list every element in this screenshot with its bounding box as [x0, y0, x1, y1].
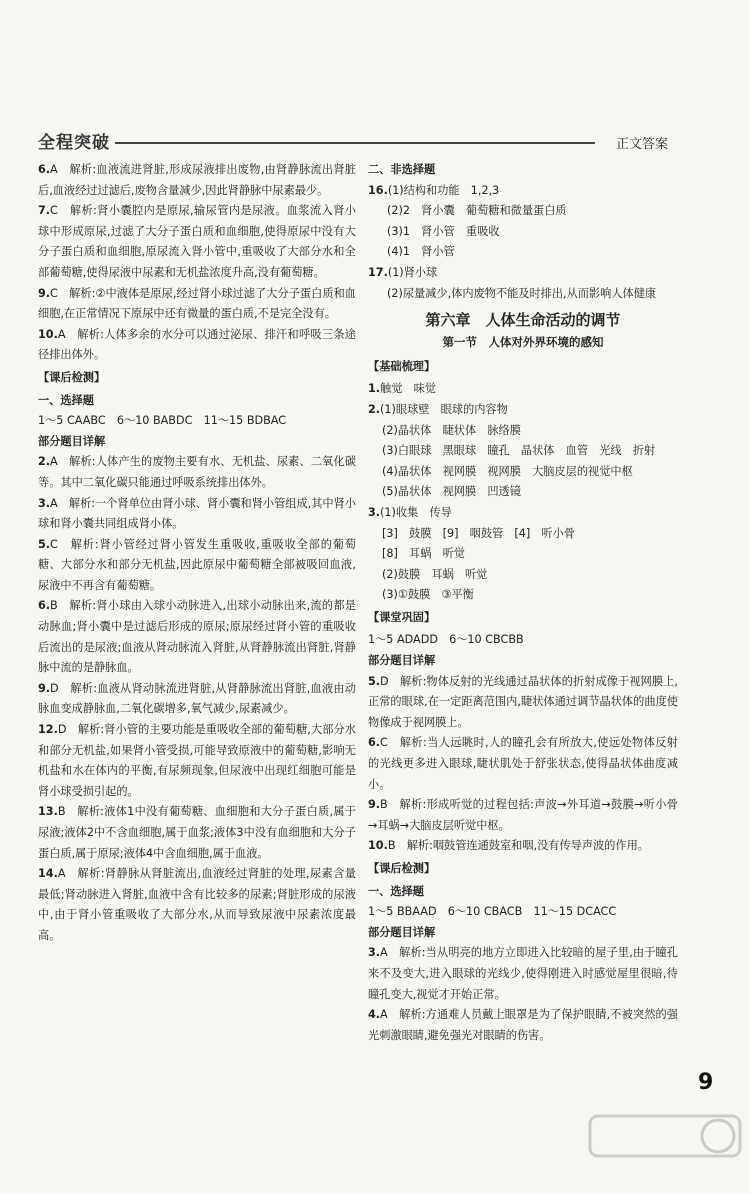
answer-subitem: [8] 耳蜗 听觉: [382, 547, 465, 561]
answer-subitem: (5)晶状体 视网膜 凹透镜: [382, 485, 521, 499]
answer-item: 9.D 解析:血液从肾动脉流进肾脏,从肾静脉流出肾脏,血液由动脉血变成静脉血,二氧化碳增多,氧气减少,尿素减少。: [38, 681, 356, 716]
answer-item: 7.C 解析:肾小囊腔内是原尿,输尿管内是尿液。血浆流入肾小球中形成原尿,过滤了大分子蛋白质和血细胞,使得原尿中没有大分子蛋白质和血细胞,原尿流入肾小管中,重吸收了大部分水和全部葡萄糖,使得尿液中尿素和无机盐浓度升高,没有葡萄糖。: [38, 204, 356, 279]
right-column: [368, 160, 678, 1046]
left-column: [38, 160, 356, 947]
subsection-heading: 一、选择题: [368, 884, 424, 898]
subsection-heading: 二、非选择题: [368, 163, 436, 176]
answer-item: 6.B 解析:肾小球由入球小动脉进入,出球小动脉出来,流的都是动脉血;肾小囊中是过滤后形成的原尿;原尿经过肾小管的重吸收后流出的是尿液;血液从肾动脉流入肾脏,从肾静脉流出肾脏,肾静脉中流的是静脉血。: [38, 599, 356, 675]
section-heading: 【课后检测】: [368, 862, 436, 875]
answer-item: 10.A 解析:人体多余的水分可以通过泌尿、排汗和呼吸三条途径排出体外。: [38, 327, 356, 362]
answer-subitem: [3] 鼓膜 [9] 咽鼓管 [4] 听小骨: [382, 526, 575, 540]
answer-item: 13.B 解析:液体1中没有葡萄糖、血细胞和大分子蛋白质,属于尿液;液体2中不含血细胞,属于血浆;液体3中没有血细胞和大分子蛋白质,属于原尿;液体4中含血细胞,属于血液。: [38, 805, 356, 860]
answer-item: 10.B 解析:咽鼓管连通鼓室和咽,没有传导声波的作用。: [368, 839, 649, 853]
answer-subitem: (4)1 肾小管: [387, 245, 455, 259]
answer-subitem: (3)白眼球 黑眼球 瞳孔 晶状体 血管 光线 折射: [382, 444, 656, 458]
section-heading: 【课后检测】: [38, 370, 106, 384]
answer-subitem: (3)①鼓膜 ③平衡: [382, 588, 474, 602]
answer-item: 2.(1)眼球壁 眼球的内容物: [368, 402, 508, 416]
section-heading: 【课堂巩固】: [368, 610, 436, 624]
answer-item: 9.B 解析:形成听觉的过程包括:声波→外耳道→鼓膜→听小骨→耳蜗→大脑皮层听觉中枢。: [368, 798, 678, 832]
answer-subitem: (2)尿量减少,体内废物不能及时排出,从而影响人体健康: [387, 286, 657, 300]
answer-item: 1.触觉 味觉: [368, 382, 436, 396]
choice-answers: 1～5 BBAAD 6～10 CBACB 11～15 DCACC: [368, 905, 617, 919]
answer-item: 9.C 解析:②中液体是原尿,经过肾小球过滤了大分子蛋白质和血细胞,在正常情况下原尿中还有微量的蛋白质,不是完全没有。: [38, 286, 356, 321]
answer-item: 14.A 解析:肾静脉从肾脏流出,血液经过肾脏的处理,尿素含量最低;肾动脉进入肾脏,血液中含有比较多的尿素;肾脏形成的尿液中,由于肾小管重吸收了大部分水,从而导致尿液中尿素浓度最高。: [38, 867, 356, 942]
brand-logo-text: 全程突破: [38, 133, 110, 153]
answer-item: 12.D 解析:肾小管的主要功能是重吸收全部的葡萄糖,大部分水和部分无机盐,如果肾小管受损,可能导致原液中的葡萄糖,影响无机盐和水在体内的平衡,有尿频现象,但尿液中出现红细胞可能是肾小球受损引起的。: [38, 723, 356, 798]
chapter-title: 第六章 人体生命活动的调节: [425, 311, 621, 330]
answer-item: 5.D 解析:物体反射的光线通过晶状体的折射成像于视网膜上,正常的眼球,在一定距离范围内,睫状体通过调节晶状体的曲度使物像成于视网膜上。: [368, 674, 678, 729]
answer-item: 6.A 解析:血液流进肾脏,形成尿液排出废物,由肾静脉流出肾脏后,血液经过过滤后,废物含量减少,因此肾静脉中尿素最少。: [38, 163, 356, 197]
answer-subitem: (2)2 肾小囊 葡萄糖和微量蛋白质: [387, 204, 567, 218]
answer-item: 2.A 解析:人体产生的废物主要有水、无机盐、尿素、二氧化碳等。其中二氧化碳只能通过呼吸系统排出体外。: [38, 455, 356, 489]
choice-answers: 1～5 ADADD 6～10 CBCBB: [368, 633, 524, 647]
answer-item: 17.(1)肾小球: [368, 265, 438, 279]
answer-subitem: (2)晶状体 睫状体 脉络膜: [382, 423, 521, 437]
detail-heading: 部分题目详解: [368, 925, 436, 939]
page-number: 9: [698, 1070, 714, 1095]
answer-subitem: (2)鼓膜 耳蜗 听觉: [382, 567, 488, 581]
detail-heading: 部分题目详解: [38, 434, 106, 448]
answer-subitem: (3)1 肾小管 重吸收: [387, 224, 500, 238]
answer-item: 3.A 解析:当从明亮的地方立即进入比较暗的屋子里,由于瞳孔来不及变大,进入眼球的光线少,使得刚进入时感觉屋里很暗,待瞳孔变大,视觉才开始正常。: [368, 946, 678, 1001]
section-heading: 【基础梳理】: [368, 359, 436, 373]
subsection-heading: 一、选择题: [38, 393, 94, 407]
section-title: 第一节 人体对外界环境的感知: [442, 335, 604, 350]
answer-item: 16.(1)结构和功能 1,2,3: [368, 183, 500, 197]
answer-item: 3.(1)收集 传导: [368, 505, 452, 519]
section-label: 正文答案: [615, 137, 668, 152]
answer-item: 3.A 解析:一个肾单位由肾小球、肾小囊和肾小管组成,其中肾小球和肾小囊共同组成肾小体。: [38, 496, 356, 531]
answer-subitem: (4)晶状体 视网膜 视网膜 大脑皮层的视觉中枢: [382, 464, 633, 478]
header-rule: [115, 142, 595, 144]
answer-item: 6.C 解析:当人远眺时,人的瞳孔会有所放大,使远处物体反射的光线更多进入眼球,睫状肌处于舒张状态,使得晶状体曲度减小。: [368, 736, 678, 791]
answer-item: 4.A 解析:方通难人员戴上眼罩是为了保护眼睛,不被突然的强光刺激眼睛,避免强光对眼睛的伤害。: [368, 1008, 678, 1042]
choice-answers: 1～5 CAABC 6～10 BABDC 11～15 BDBAC: [38, 414, 287, 428]
detail-heading: 部分题目详解: [368, 654, 436, 668]
watermark-logo-icon: [588, 1112, 748, 1194]
answer-item: 5.C 解析:肾小管经过肾小管发生重吸收,重吸收全部的葡萄糖、大部分水和部分无机盐,因此原尿中葡萄糖全部被吸回血液,尿液中不再含有葡萄糖。: [38, 537, 356, 592]
